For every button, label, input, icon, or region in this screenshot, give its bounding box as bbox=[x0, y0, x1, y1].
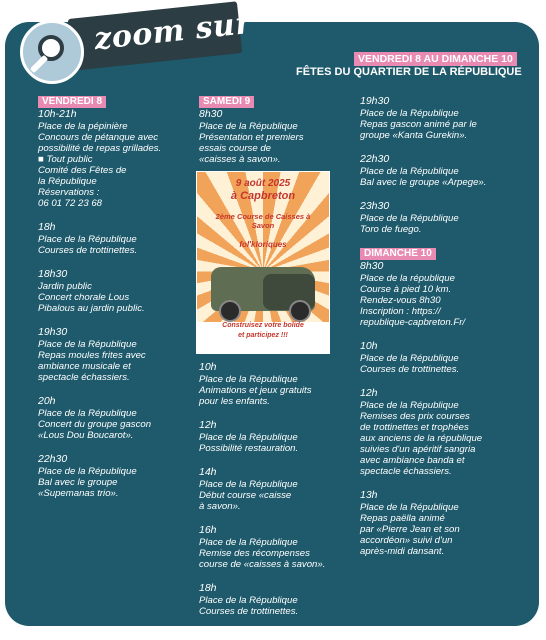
poster-subheadline: fol'kloriques bbox=[239, 240, 287, 249]
event-time: 22h30 bbox=[360, 153, 390, 165]
day-label-friday: VENDREDI 8 bbox=[38, 96, 106, 108]
event-time: 14h bbox=[199, 466, 217, 478]
event-description: Place de la République Possibilité restauration. bbox=[199, 432, 299, 454]
friday-column bbox=[38, 96, 188, 512]
event-time: 18h bbox=[199, 582, 217, 594]
event-item bbox=[38, 222, 188, 256]
poster-headline: 2ème Course de Caisses à Savon bbox=[215, 212, 311, 230]
event-description: Place de la république Course à pied 10 km. Rendez-vous 8h30 Inscription : https:// republique-capbreton.Fr/ bbox=[360, 273, 466, 328]
event-description: Place de la République Courses de trottinettes. bbox=[38, 234, 138, 256]
event-time: 12h bbox=[360, 387, 378, 399]
event-description: Place de la République Repas moules frites avec ambiance musicale et spectacle échassiers. bbox=[38, 339, 146, 383]
event-description: Place de la pépinière Concours de pétanque avec possibilité de repas grillades. ■ Tout public Comité des Fêtes de la République Réservations : 06 01 72 23 68 bbox=[38, 121, 162, 209]
column-three bbox=[360, 96, 525, 570]
event-item bbox=[360, 154, 525, 188]
poster-place: à Capbreton bbox=[230, 190, 296, 202]
event-item bbox=[360, 490, 525, 557]
event-description: Place de la République Courses de trottinettes. bbox=[199, 595, 299, 617]
event-item bbox=[38, 327, 188, 383]
event-item bbox=[360, 341, 525, 375]
event-item bbox=[199, 420, 354, 454]
event-time: 20h bbox=[38, 395, 56, 407]
event-item bbox=[199, 525, 354, 570]
event-item bbox=[38, 396, 188, 441]
event-description: Place de la République Repas paëlla animé par «Pierre Jean et son accordéon» suivi d'un après-midi dansant. bbox=[360, 502, 460, 557]
event-time: 18h30 bbox=[38, 268, 68, 280]
event-time: 10h bbox=[199, 361, 217, 373]
event-time: 16h bbox=[199, 524, 217, 536]
event-description: Place de la République Présentation et premiers essais course de «caisses à savon». bbox=[199, 121, 304, 165]
event-time: 8h30 bbox=[199, 108, 223, 120]
event-item bbox=[360, 96, 525, 141]
poster-cta: Construisez votre bolide bbox=[222, 322, 304, 329]
event-description: Place de la République Remises des prix courses de trottinettes et trophées aux anciens de la république suivies d'un apéritif sangria avec ambiance banda et spectacle échassiers. bbox=[360, 400, 483, 477]
saturday-column bbox=[199, 96, 349, 178]
event-item bbox=[38, 269, 188, 314]
event-time: 22h30 bbox=[38, 453, 68, 465]
event-time: 8h30 bbox=[360, 260, 384, 272]
event-description: Place de la République Courses de trottinettes. bbox=[360, 353, 460, 375]
poster-date: 9 août 2025 bbox=[235, 178, 291, 189]
saturday-column-bottom bbox=[199, 362, 354, 630]
event-description: Place de la République Toro de fuego. bbox=[360, 213, 459, 235]
event-description: Jardin public Concert chorale Lous Pibalous au jardin public. bbox=[38, 281, 145, 314]
event-item bbox=[360, 201, 525, 235]
event-item bbox=[199, 583, 354, 617]
date-range-badge: VENDREDI 8 AU DIMANCHE 10 bbox=[354, 52, 517, 66]
event-description: Place de la République Animations et jeux gratuits pour les enfants. bbox=[199, 374, 312, 407]
event-item bbox=[199, 109, 349, 165]
day-label-sunday: DIMANCHE 10 bbox=[360, 248, 436, 260]
event-time: 19h30 bbox=[360, 95, 390, 107]
event-item bbox=[360, 261, 525, 328]
soapbox-race-poster bbox=[196, 171, 330, 354]
event-description: Place de la République Bal avec le groupe «Arpege». bbox=[360, 166, 487, 188]
event-description: Place de la République Début course «caisse à savon». bbox=[199, 479, 298, 512]
poster-cta-2: et participez !!! bbox=[238, 332, 288, 339]
magnifier-icon bbox=[20, 20, 84, 84]
event-description: Place de la République Repas gascon animé par le groupe «Kanta Gurekin». bbox=[360, 108, 477, 141]
event-item bbox=[199, 362, 354, 407]
event-time: 10h-21h bbox=[38, 108, 77, 120]
event-description: Place de la République Bal avec le groupe «Supemanas trio». bbox=[38, 466, 137, 499]
section-title: zoom sur bbox=[92, 5, 254, 58]
event-time: 10h bbox=[360, 340, 378, 352]
event-time: 13h bbox=[360, 489, 378, 501]
day-label-saturday: SAMEDI 9 bbox=[199, 96, 254, 108]
event-item bbox=[199, 467, 354, 512]
event-item bbox=[38, 454, 188, 499]
event-time: 23h30 bbox=[360, 200, 390, 212]
event-description: Place de la République Remise des récompenses course de «caisses à savon». bbox=[199, 537, 326, 570]
event-time: 18h bbox=[38, 221, 56, 233]
event-time: 12h bbox=[199, 419, 217, 431]
event-item bbox=[38, 109, 188, 209]
event-description: Place de la République Concert du groupe gascon «Lous Dou Boucarot». bbox=[38, 408, 152, 441]
event-item bbox=[360, 388, 525, 477]
event-title: FÊTES DU QUARTIER DE LA RÉPUBLIQUE bbox=[296, 66, 522, 78]
event-time: 19h30 bbox=[38, 326, 68, 338]
